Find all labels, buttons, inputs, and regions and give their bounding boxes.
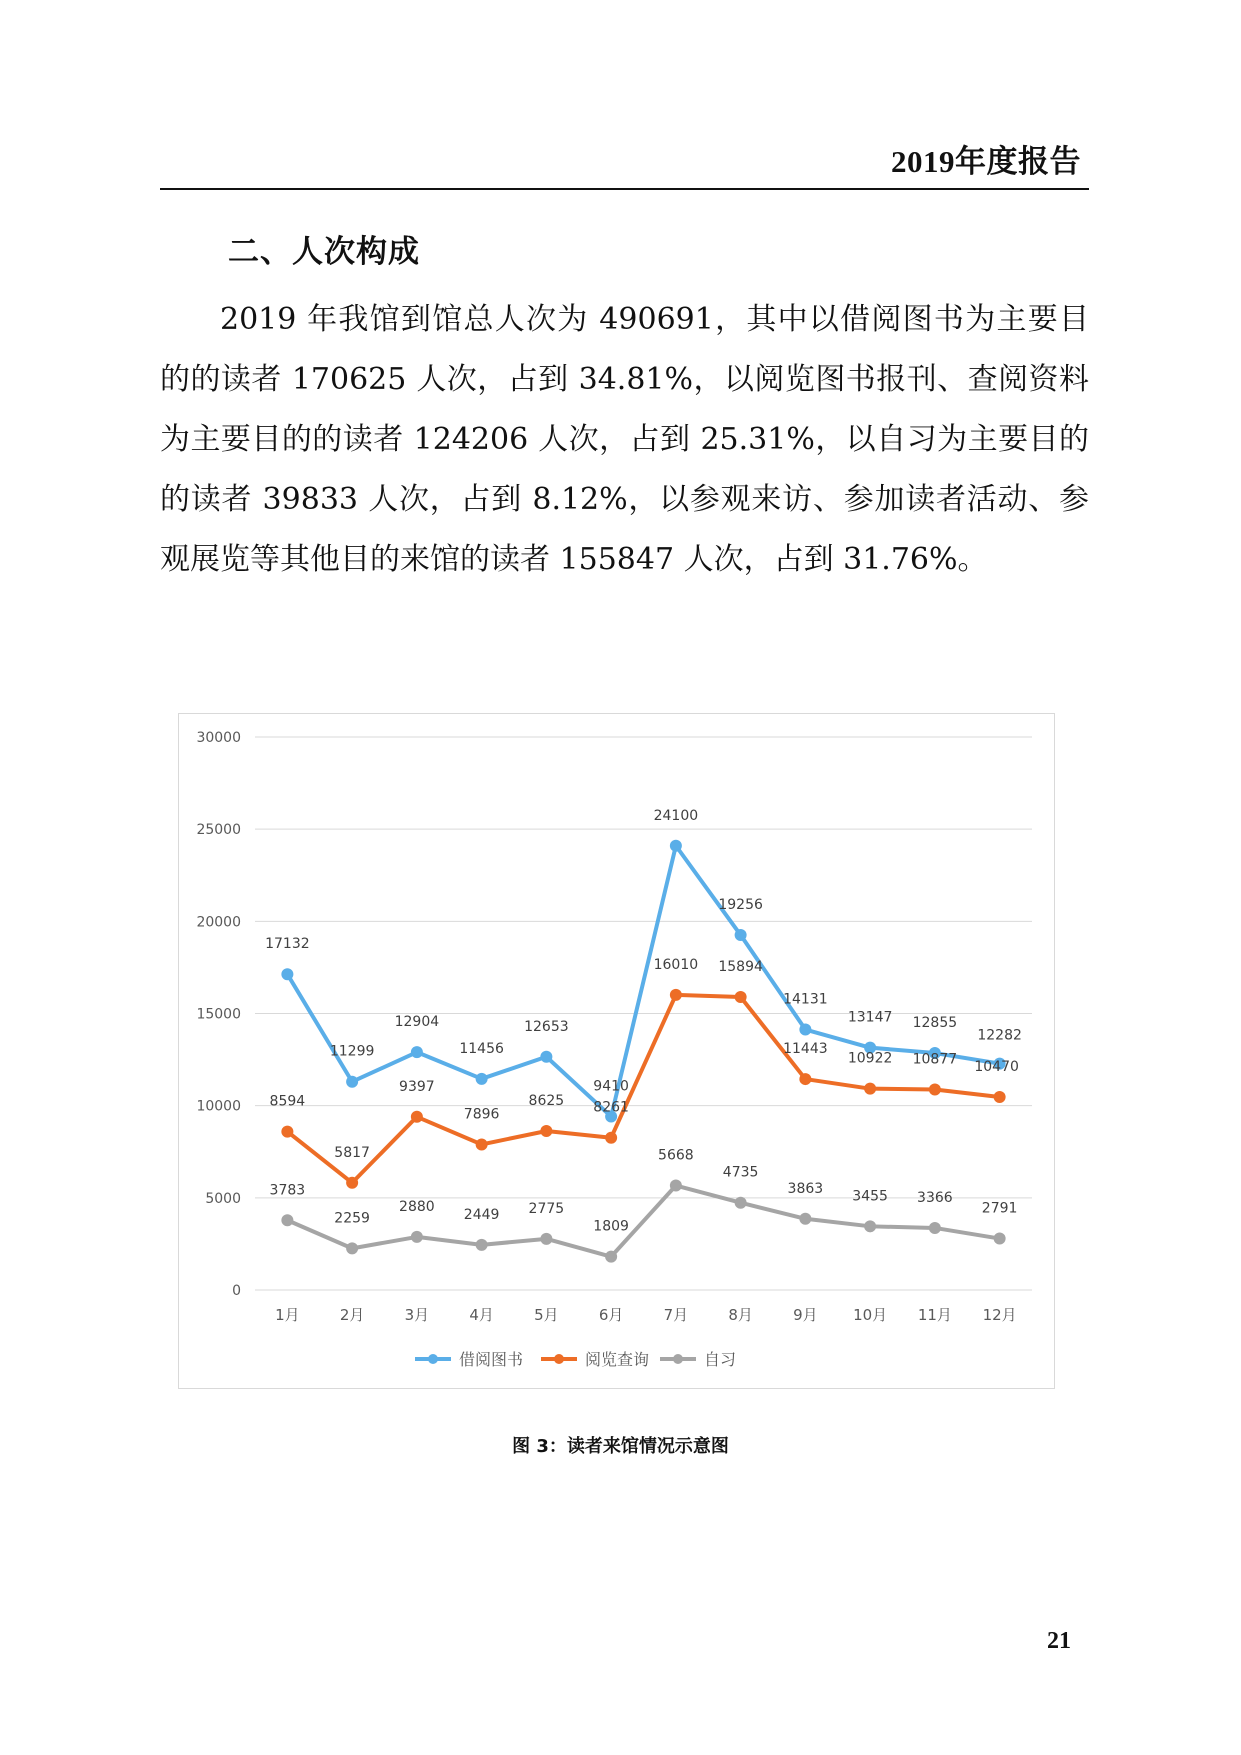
data-label: 3366 (917, 1189, 953, 1206)
y-tick-label: 0 (232, 1283, 241, 1299)
data-label: 2775 (528, 1200, 565, 1217)
data-point (799, 1024, 811, 1036)
data-point (476, 1073, 488, 1085)
x-tick-label: 9月 (793, 1306, 818, 1324)
data-label: 11443 (783, 1041, 828, 1058)
x-tick-label: 10月 (853, 1306, 888, 1324)
y-tick-label: 25000 (196, 822, 241, 839)
data-point (346, 1242, 358, 1254)
data-label: 9397 (399, 1078, 435, 1095)
data-point (346, 1177, 358, 1189)
x-tick-label: 5月 (534, 1306, 559, 1324)
x-tick-label: 11月 (917, 1306, 952, 1324)
data-point (411, 1231, 423, 1243)
data-point (864, 1220, 876, 1232)
section-heading: 二、人次构成 (228, 234, 420, 270)
data-point (670, 989, 682, 1001)
legend-marker (428, 1354, 438, 1364)
legend-label: 自习 (704, 1350, 737, 1369)
data-label: 3455 (852, 1188, 888, 1205)
x-tick-label: 2月 (339, 1306, 365, 1324)
y-tick-label: 15000 (196, 1006, 241, 1023)
data-point (540, 1051, 552, 1063)
y-tick-label: 5000 (205, 1190, 241, 1207)
report-title: 2019年度报告 (891, 144, 1081, 179)
line-chart (179, 714, 1056, 1390)
data-label: 12855 (912, 1015, 958, 1032)
data-label: 10877 (912, 1051, 958, 1068)
data-label: 2259 (334, 1210, 370, 1227)
data-point (929, 1222, 941, 1234)
data-label: 5668 (658, 1147, 694, 1164)
legend-label: 阅览查询 (585, 1350, 650, 1369)
data-point (799, 1213, 811, 1225)
data-label: 16010 (653, 956, 699, 973)
data-point (605, 1132, 617, 1144)
data-point (735, 929, 747, 941)
data-label: 2880 (399, 1198, 435, 1215)
data-label: 3863 (787, 1180, 824, 1197)
x-tick-label: 12月 (982, 1306, 1017, 1324)
data-point (735, 991, 747, 1003)
data-label: 8625 (528, 1093, 565, 1110)
data-point (670, 1180, 682, 1192)
data-point (540, 1125, 552, 1137)
series-line (287, 1186, 999, 1257)
legend-label: 借阅图书 (459, 1350, 524, 1369)
data-label: 8261 (593, 1099, 629, 1116)
data-label: 7896 (463, 1106, 500, 1123)
body-paragraph: 2019 年我馆到馆总人次为 490691，其中以借阅图书为主要目的的读者 170625 人次，占到 34.81%，以阅览图书报刊、查阅资料为主要目的的读者 124206 人次，占到 25.31%，以自习为主要目的的读者 39833 人次，占到 8.12%，以参观来访、参加读者活动、参观展览等其他目的来馆的读者 155847 人次，占到 31.76%。 (160, 302, 1089, 577)
data-label: 5817 (334, 1144, 370, 1161)
y-tick-label: 20000 (196, 914, 241, 931)
data-point (476, 1239, 488, 1251)
data-point (476, 1138, 488, 1150)
data-point (670, 840, 682, 852)
data-label: 24100 (653, 807, 699, 824)
x-tick-label: 8月 (728, 1306, 753, 1324)
data-label: 9410 (593, 1078, 629, 1095)
y-tick-label: 10000 (196, 1098, 241, 1115)
figure-caption: 图 3：读者来馆情况示意图 (512, 1436, 729, 1457)
data-point (994, 1233, 1006, 1245)
data-point (411, 1046, 423, 1058)
data-label: 19256 (718, 897, 763, 914)
data-point (735, 1197, 747, 1209)
data-point (281, 968, 293, 980)
data-point (281, 1214, 293, 1226)
y-tick-label: 30000 (196, 730, 241, 746)
x-tick-label: 3月 (404, 1306, 430, 1324)
data-label: 12653 (524, 1018, 569, 1035)
page-number: 21 (1047, 1628, 1071, 1654)
x-tick-label: 7月 (663, 1306, 689, 1324)
data-point (929, 1084, 941, 1096)
legend-marker (554, 1354, 564, 1364)
data-label: 2791 (981, 1200, 1018, 1217)
chart-container (178, 713, 1055, 1389)
data-point (540, 1233, 552, 1245)
data-label: 8594 (269, 1093, 306, 1110)
series-line (287, 846, 999, 1117)
data-point (994, 1091, 1006, 1103)
data-label: 12904 (394, 1014, 440, 1031)
data-label: 12282 (977, 1027, 1022, 1044)
data-point (346, 1076, 358, 1088)
x-tick-label: 6月 (598, 1306, 624, 1324)
data-label: 13147 (847, 1009, 893, 1026)
data-label: 10922 (847, 1050, 893, 1067)
data-label: 15894 (718, 959, 763, 976)
data-point (799, 1073, 811, 1085)
data-label: 14131 (783, 991, 828, 1008)
data-point (411, 1111, 423, 1123)
data-label: 10470 (974, 1059, 1019, 1076)
data-point (864, 1083, 876, 1095)
data-point (605, 1251, 617, 1263)
data-label: 11299 (329, 1043, 375, 1060)
data-label: 3783 (269, 1182, 306, 1199)
x-tick-label: 4月 (469, 1306, 494, 1324)
data-label: 17132 (265, 936, 310, 953)
header-rule (160, 188, 1089, 190)
x-tick-label: 1月 (275, 1306, 300, 1324)
data-point (281, 1126, 293, 1138)
data-label: 1809 (593, 1218, 629, 1235)
data-label: 4735 (722, 1164, 759, 1181)
data-label: 11456 (459, 1040, 504, 1057)
legend-marker (673, 1354, 683, 1364)
data-label: 2449 (463, 1206, 500, 1223)
